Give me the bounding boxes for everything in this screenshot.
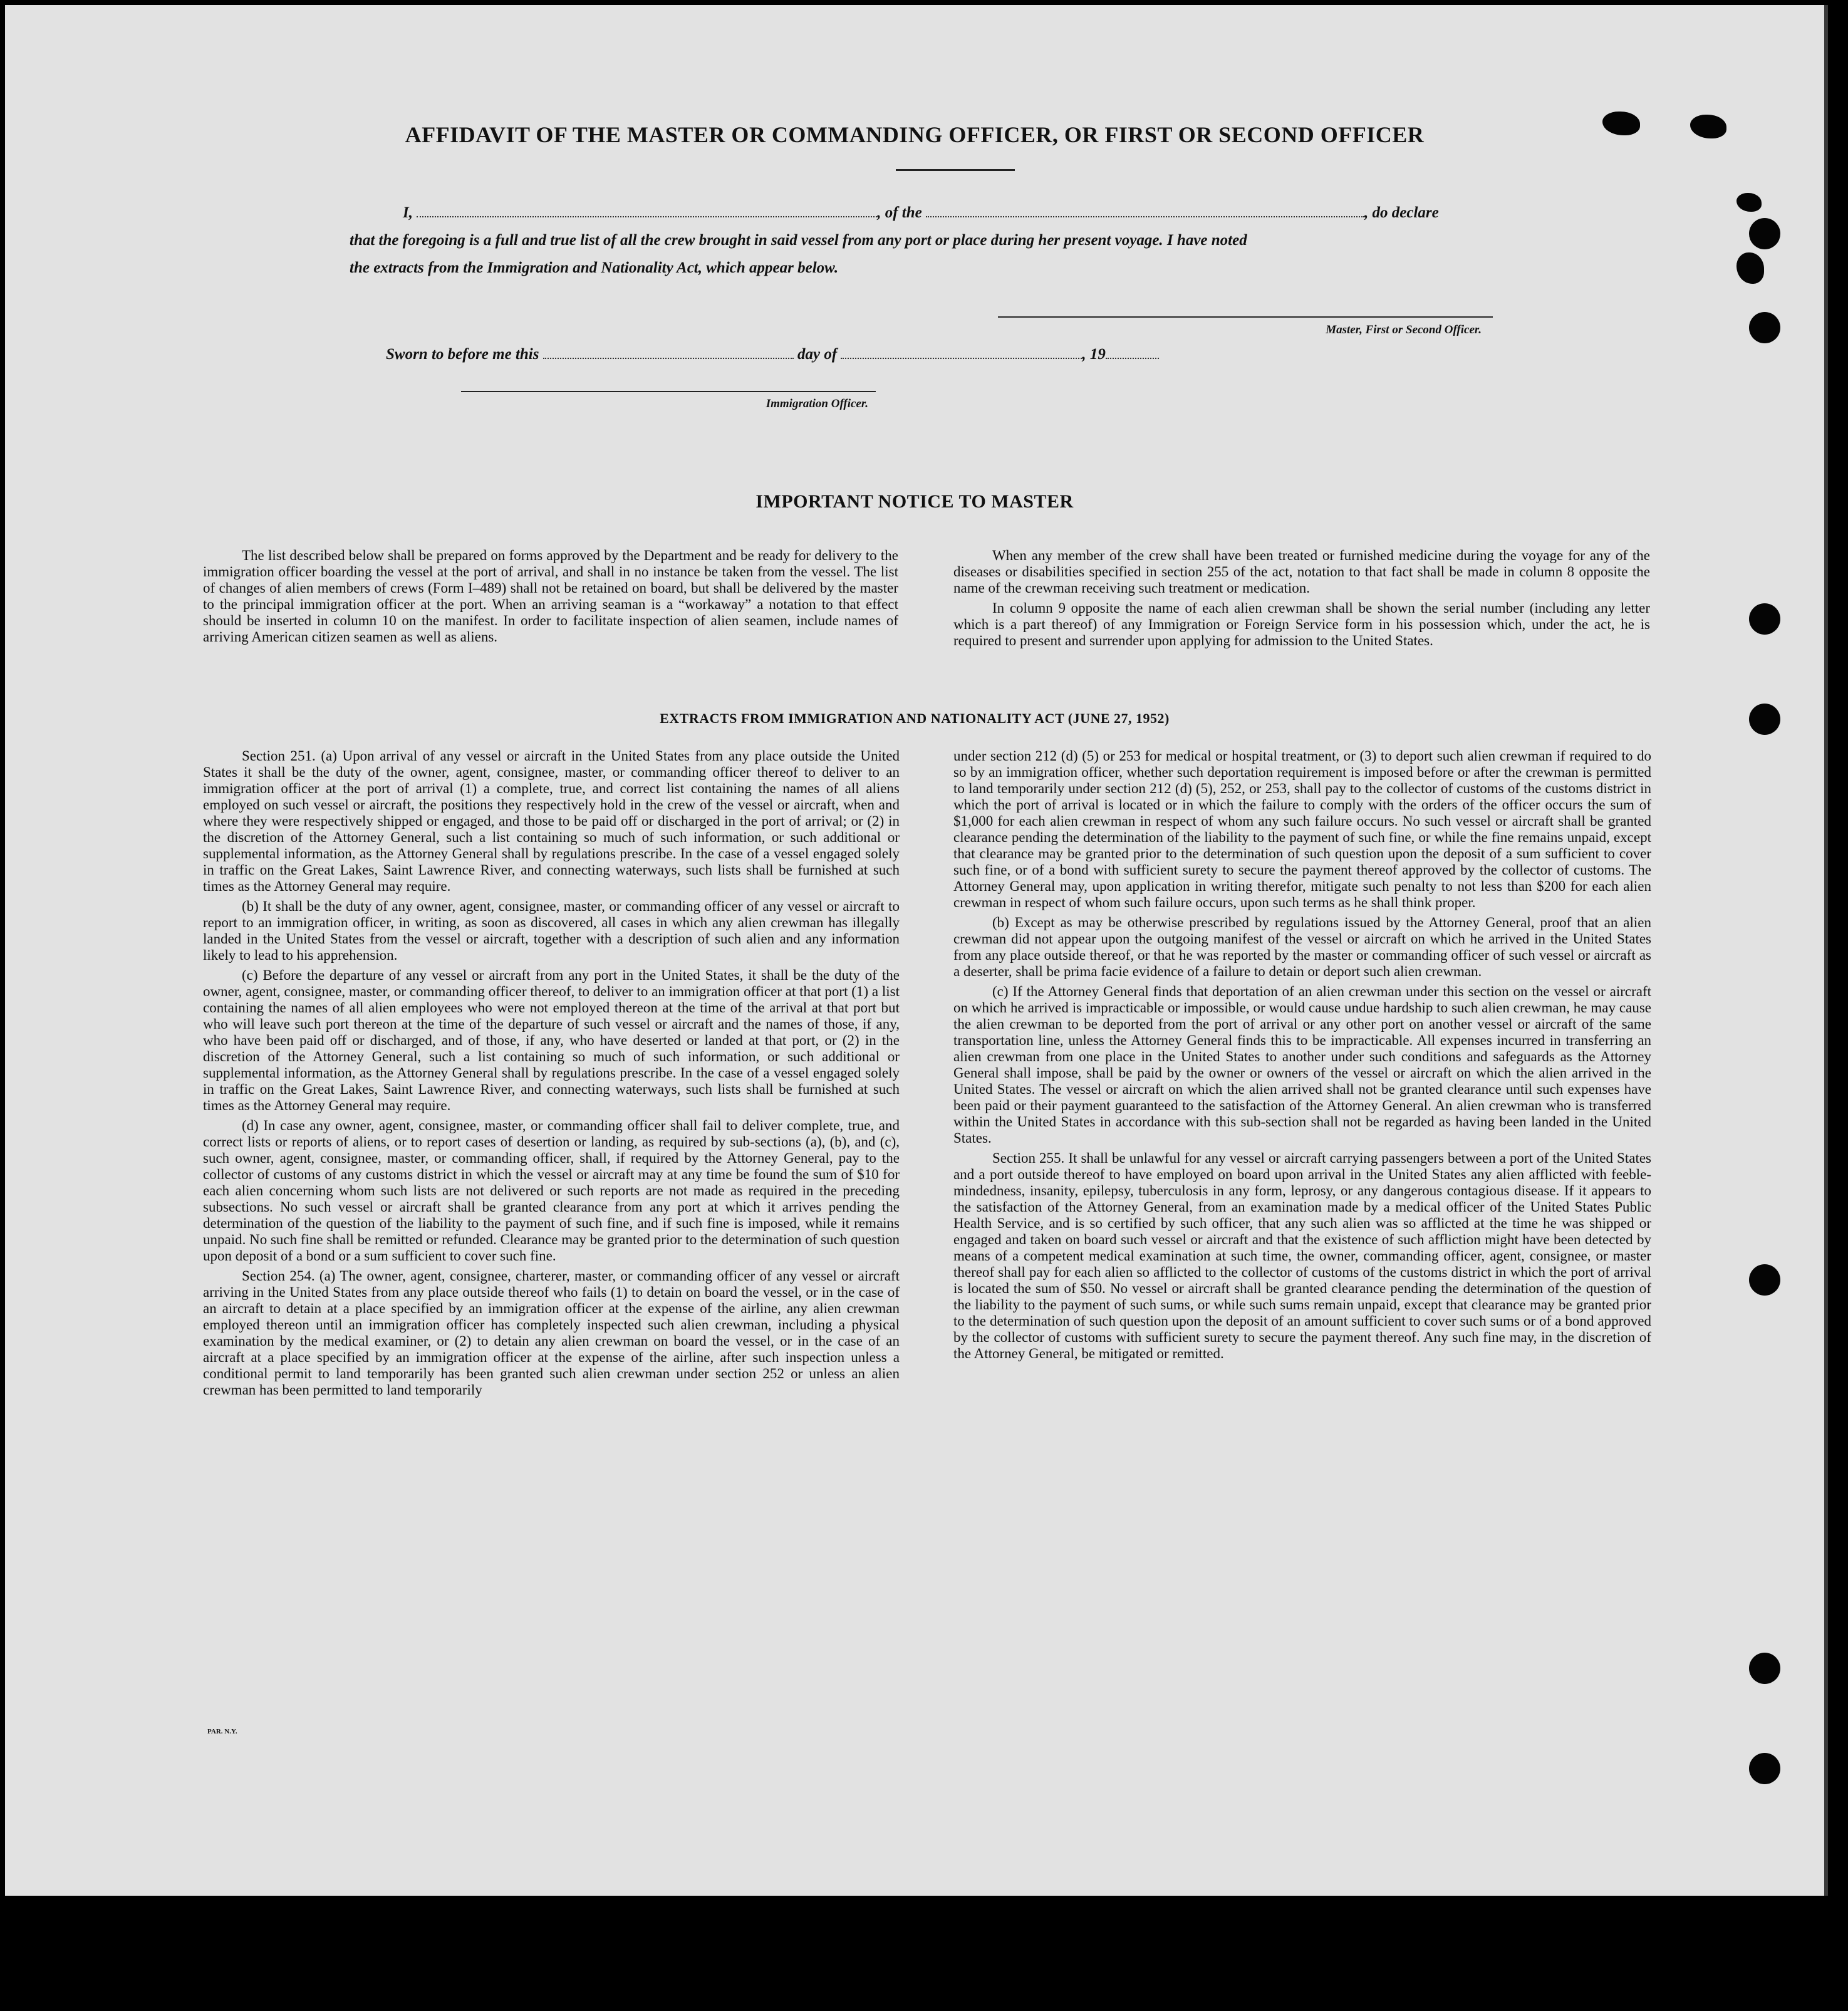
- ink-blot: [1736, 193, 1762, 212]
- do-declare-label: , do declare: [1364, 204, 1439, 221]
- declaration-line-1: [403, 204, 1500, 222]
- punch-hole: [1749, 1753, 1780, 1784]
- notice-left-column: [203, 548, 898, 649]
- section-254a-continued: under section 212 (d) (5) or 253 for medical or hospital treatment, or (3) to deport such alien crewman if required to do so by an immigration officer, whether such deportation requirement is imposed before or after the crewman is permitted to land temporarily under section 212 (d) (5), 252, or 253, shall pay to the collector of customs of the customs district in which the port of arrival is located or in which the failure to comply with the orders of the officer occurs the sum of $1,000 for each alien crewman in respect of whom any such failure occurs. No such vessel or aircraft shall be granted clearance pending the determination of the liability to the payment of such fine, or while the fine remains unpaid, except that clearance may be granted prior to the determination of such question upon the deposit of a sum sufficient to cover such fine, or of a bond with sufficient surety to secure the payment thereof approved by the collector of customs. The Attorney General may, upon application in writing therefor, mitigate such penalty to not less than $200 for each alien crewman in respect of whom such failure occurs, upon such terms as he shall think proper.: [953, 748, 1651, 910]
- notice-title: IMPORTANT NOTICE TO MASTER: [755, 491, 1074, 512]
- declaration-line-3: the extracts from the Immigration and Nationality Act, which appear below.: [350, 259, 839, 276]
- master-signature-label: Master, First or Second Officer.: [1326, 323, 1482, 336]
- notice-paragraph: In column 9 opposite the name of each alien crewman shall be shown the serial number (including any letter which is a part thereof) of any Immigration or Foreign Service form in his possession which, under the act, he is required to present and surrender upon applying for admission to the United States.: [953, 600, 1650, 648]
- punch-hole: [1749, 218, 1780, 249]
- title-rule: [896, 169, 1015, 171]
- officer-signature-label: Immigration Officer.: [766, 397, 868, 410]
- ink-blot: [1736, 252, 1764, 284]
- section-254a: Section 254. (a) The owner, agent, consignee, charterer, master, or commanding officer of any vessel or aircraft arriving in the United States from any place outside thereof who fails (1) to detain on board the vessel, or in the case of an aircraft to detain at a place specified by an immigration officer at the expense of the airline, any alien crewman employed thereon until an immigration officer has completely inspected such alien crewman, including a physical examination by the medical examiner, or (2) to detain any alien crewman on board the vessel, or in the case of an aircraft at a place specified by an immigration officer at the expense of the airline, after such inspection unless a conditional permit to land temporarily has been granted such alien crewman under section 252 or unless an alien crewman has been permitted to land temporarily: [203, 1268, 900, 1398]
- day-of-label: day of: [797, 346, 838, 363]
- notice-paragraph: The list described below shall be prepared on forms approved by the Department and be ready for delivery to the immigration officer boarding the vessel at the port of arrival, and shall in no instance be taken from the vessel. The list of changes of alien members of crews (Form I–489) shall not be retained on board, but shall be delivered by the master to the principal immigration officer at the port. When an arriving seaman is a “workaway” a notation to that effect should be inserted in column 10 on the manifest. In order to facilitate inspection of alien seamen, include names of arriving American citizen seamen as well as aliens.: [203, 548, 898, 645]
- declaration-line-2: that the foregoing is a full and true list of all the crew brought in said vessel from any port or place during her present voyage. I have noted: [350, 232, 1247, 249]
- section-254c: (c) If the Attorney General finds that deportation of an alien crewman under this section on the vessel or aircraft on which he arrived is impracticable or impossible, or would cause undue hardship to such alien crewman, he may cause the alien crewman to be deported from the port of arrival or any other port on another vessel or aircraft of the same transportation line, unless the Attorney General finds this to be impracticable. All expenses incurred in transferring an alien crewman from one place in the United States to another under such conditions and safeguards as the Attorney General shall impose, shall be paid by the owner or owners of the vessel or aircraft on which the alien arrived in the United States. The vessel or aircraft on which the alien arrived shall not be granted clearance until such expenses have been paid or their payment guaranteed to the satisfaction of the Attorney General. An alien crewman who is transferred within the United States in accordance with this sub-section shall not be regarded as having been landed in the United States.: [953, 984, 1651, 1146]
- sworn-day-field[interactable]: [543, 353, 794, 359]
- notice-right-column: [953, 548, 1650, 653]
- affidavit-title: AFFIDAVIT OF THE MASTER OR COMMANDING OFFICER, OR FIRST OR SECOND OFFICER: [405, 122, 1425, 147]
- section-251d: (d) In case any owner, agent, consignee, master, or commanding officer shall fail to deliver complete, true, and correct lists or reports of aliens, or to report cases of desertion or landing, as required by sub-sections (a), (b), and (c), such owner, agent, consignee, master, or commanding officer, shall, if required by the Attorney General, pay to the collector of customs of any customs district in which the vessel or aircraft may at any time be found the sum of $10 for each alien concerning whom such lists are not delivered or such reports are not made as required in the preceding subsections. No such vessel or aircraft shall be granted clearance from any port at which it arrives pending the determination of the question of the liability to the payment of such fine, and if such fine is imposed, while it remains unpaid. No such fine shall be remitted or refunded. Clearance may be granted prior to the determination of such question upon deposit of a bond or a sum sufficient to cover such fine.: [203, 1118, 900, 1264]
- declarant-prefix: I,: [403, 204, 413, 221]
- section-254b: (b) Except as may be otherwise prescribed by regulations issued by the Attorney General, proof that an alien crewman did not appear upon the outgoing manifest of the vessel or aircraft on which he arrived in the United States from any place outside thereof, or that he was reported by the master or commanding officer of such vessel or aircraft as a deserter, shall be prima facie evidence of a failure to detain or deport such alien crewman.: [953, 915, 1651, 979]
- sworn-line: [386, 346, 1263, 363]
- extracts-right-column: [953, 748, 1651, 1366]
- sworn-year-field[interactable]: [1106, 353, 1159, 359]
- section-251a: Section 251. (a) Upon arrival of any vessel or aircraft in the United States from any place outside the United States it shall be the duty of the owner, agent, consignee, master, or commanding officer thereof to deliver to an immigration officer at the port of arrival (1) a complete, true, and correct list containing the names of all aliens employed on such vessel or aircraft, the positions they respectively hold in the crew of the vessel or aircraft, when and where they were respectively shipped or engaged, and those to be paid off or discharged in the port of arrival; or (2) in the discretion of the Attorney General, such a list containing so much of such information, or such additional or supplemental information, as the Attorney General shall by regulations prescribe. In the case of a vessel engaged solely in traffic on the Great Lakes, Saint Lawrence River, and connecting waterways, such lists shall be furnished at such times as the Attorney General may require.: [203, 748, 900, 894]
- sworn-label: Sworn to before me this: [386, 346, 539, 363]
- section-251b: (b) It shall be the duty of any owner, agent, consignee, master, or commanding officer of any vessel or aircraft to report to an immigration officer, in writing, as soon as discovered, all cases in which any alien crewman has illegally landed in the United States from the vessel or aircraft, together with a description of such alien and any information likely to lead to his apprehension.: [203, 898, 900, 963]
- section-251c: (c) Before the departure of any vessel or aircraft from any port in the United States, it shall be the duty of the owner, agent, consignee, master, or commanding officer thereof, to deliver to an immigration officer at that port (1) a list containing the names of all alien employees who were not employed thereon at the time of the arrival at that port but who will leave such port thereon at the time of the departure of such vessel or aircraft and the names of those, if any, who have been paid off or discharged, and of those, if any, who have deserted or landed at that port, or (2) in the discretion of the Attorney General, such a list containing so much of such information, or such additional or supplemental information, as the Attorney General shall by regulations prescribe. In the case of a vessel engaged solely in traffic on the Great Lakes, Saint Lawrence River, and connecting waterways, such lists shall be furnished at such times as the Attorney General may require.: [203, 967, 900, 1113]
- of-the-label: , of the: [877, 204, 922, 221]
- officer-signature-line[interactable]: [461, 391, 876, 392]
- extracts-left-column: [203, 748, 900, 1402]
- master-signature-line[interactable]: [998, 316, 1493, 318]
- punch-hole: [1749, 1653, 1780, 1684]
- sworn-month-field[interactable]: [841, 353, 1082, 359]
- document-page: [5, 5, 1828, 1896]
- punch-hole: [1749, 312, 1780, 343]
- notice-paragraph: When any member of the crew shall have been treated or furnished medicine during the voyage for any of the diseases or disabilities specified in section 255 of the act, notation to that fact shall be made in column 8 opposite the name of the crewman receiving such treatment or medication.: [953, 548, 1650, 596]
- extracts-title: EXTRACTS FROM IMMIGRATION AND NATIONALITY ACT (JUNE 27, 1952): [660, 710, 1170, 726]
- printer-mark: PAR. N.Y.: [207, 1728, 237, 1735]
- punch-hole: [1749, 603, 1780, 635]
- punch-hole: [1749, 1264, 1780, 1296]
- declarant-name-field[interactable]: [417, 211, 877, 217]
- section-255: Section 255. It shall be unlawful for any vessel or aircraft carrying passengers between a port of the United States and a port outside thereof to have employed on board upon arrival in the United States any alien afflicted with feeble-mindedness, insanity, epilepsy, tuberculosis in any form, leprosy, or any dangerous contagious disease. If it appears to the satisfaction of the Attorney General, from an examination made by a medical officer of the United States Public Health Service, and is so certified by such officer, that any such alien was so afflicted at the time he was shipped or engaged and taken on board such vessel or aircraft and that the existence of such affliction might have been detected by means of a competent medical examination at such time, the owner, commanding officer, agent, consignee, or master thereof shall pay for each alien so afflicted to the collector of customs of the customs district in which the port of arrival is located the sum of $50. No vessel or aircraft shall be granted clearance pending the determination of the question of the liability to the payment of such sums, or while such sums remain unpaid, except that clearance may be granted prior to the determination of such question upon the deposit of an amount sufficient to cover such sums or of a bond approved by the collector of customs with sufficient surety to secure the payment thereof. Any such fine may, in the discretion of the Attorney General, be mitigated or remitted.: [953, 1150, 1651, 1361]
- year-label: , 19: [1082, 346, 1106, 363]
- vessel-name-field[interactable]: [926, 211, 1364, 217]
